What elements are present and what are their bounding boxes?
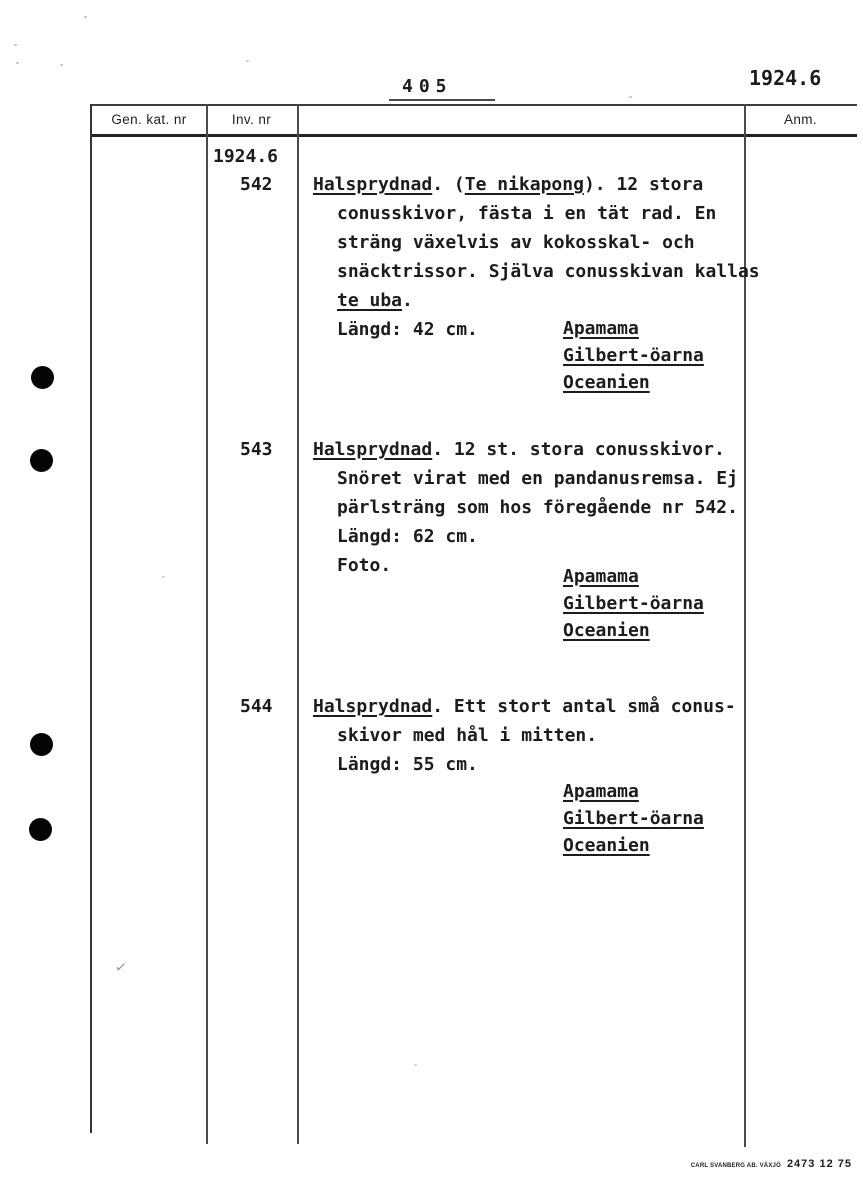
- description-line: snäcktrissor. Själva conusskivan kallas: [337, 261, 760, 282]
- description-line: Foto.: [337, 555, 392, 576]
- hole-punch: [29, 818, 52, 841]
- provenance-line: Oceanien: [563, 835, 650, 856]
- inv-nr-544: 544: [240, 696, 273, 717]
- description-line: sträng växelvis av kokosskal- och: [337, 232, 695, 253]
- page-number-underline: [389, 99, 495, 101]
- entry-544-provenance: [563, 778, 704, 859]
- description-line: Längd: 42 cm.: [337, 319, 478, 340]
- hole-punch: [30, 449, 53, 472]
- printer-name: CARL SVANBERG AB. VÄXJÖ: [690, 1163, 781, 1169]
- inv-nr-542: 542: [240, 174, 273, 195]
- provenance-line: Oceanien: [563, 372, 650, 393]
- description-line: Halsprydnad. 12 st. stora conusskivor.: [313, 439, 725, 460]
- provenance-line: Apamama: [563, 318, 639, 339]
- printer-code: 2473 12 75: [786, 1158, 852, 1170]
- column-header-gen-kat-nr: Gen. kat. nr: [111, 112, 187, 127]
- column-header-inv-nr: Inv. nr: [231, 112, 272, 127]
- description-line: Längd: 62 cm.: [337, 526, 478, 547]
- entry-542-provenance: [563, 315, 704, 396]
- provenance-line: Gilbert-öarna: [563, 345, 704, 366]
- description-line: Halsprydnad. (Te nikapong). 12 stora: [313, 174, 704, 195]
- entry-543-provenance: [563, 563, 704, 644]
- description-line: Längd: 55 cm.: [337, 754, 478, 775]
- description-line: Halsprydnad. Ett stort antal små conus-: [313, 696, 736, 717]
- provenance-line: Oceanien: [563, 620, 650, 641]
- year-reference: 1924.6: [749, 66, 822, 90]
- provenance-line: Gilbert-öarna: [563, 593, 704, 614]
- provenance-line: Apamama: [563, 566, 639, 587]
- entry-543-description: [313, 435, 738, 580]
- provenance-line: Apamama: [563, 781, 639, 802]
- description-line: te uba.: [337, 290, 413, 311]
- printer-imprint: [691, 1158, 852, 1170]
- scan-noise: [84, 16, 87, 18]
- page-number: 405: [402, 76, 453, 97]
- column-header-anm: Anm.: [783, 112, 818, 127]
- table-left-border: [90, 104, 92, 1133]
- entry-544-description: [313, 692, 736, 779]
- provenance-line: Gilbert-öarna: [563, 808, 704, 829]
- description-line: conusskivor, fästa i en tät rad. En: [337, 203, 717, 224]
- description-line: pärlsträng som hos föregående nr 542.: [337, 497, 738, 518]
- description-line: skivor med hål i mitten.: [337, 725, 598, 746]
- hole-punch: [30, 733, 53, 756]
- inventory-group-label: 1924.6: [213, 146, 279, 167]
- inv-nr-543: 543: [240, 439, 273, 460]
- column-divider-inv-description: [297, 104, 299, 1144]
- column-divider-genkat-inv: [206, 104, 208, 1144]
- hole-punch: [31, 366, 54, 389]
- description-line: Snöret virat med en pandanusremsa. Ej: [337, 468, 738, 489]
- pencil-checkmark: ✓: [113, 959, 128, 977]
